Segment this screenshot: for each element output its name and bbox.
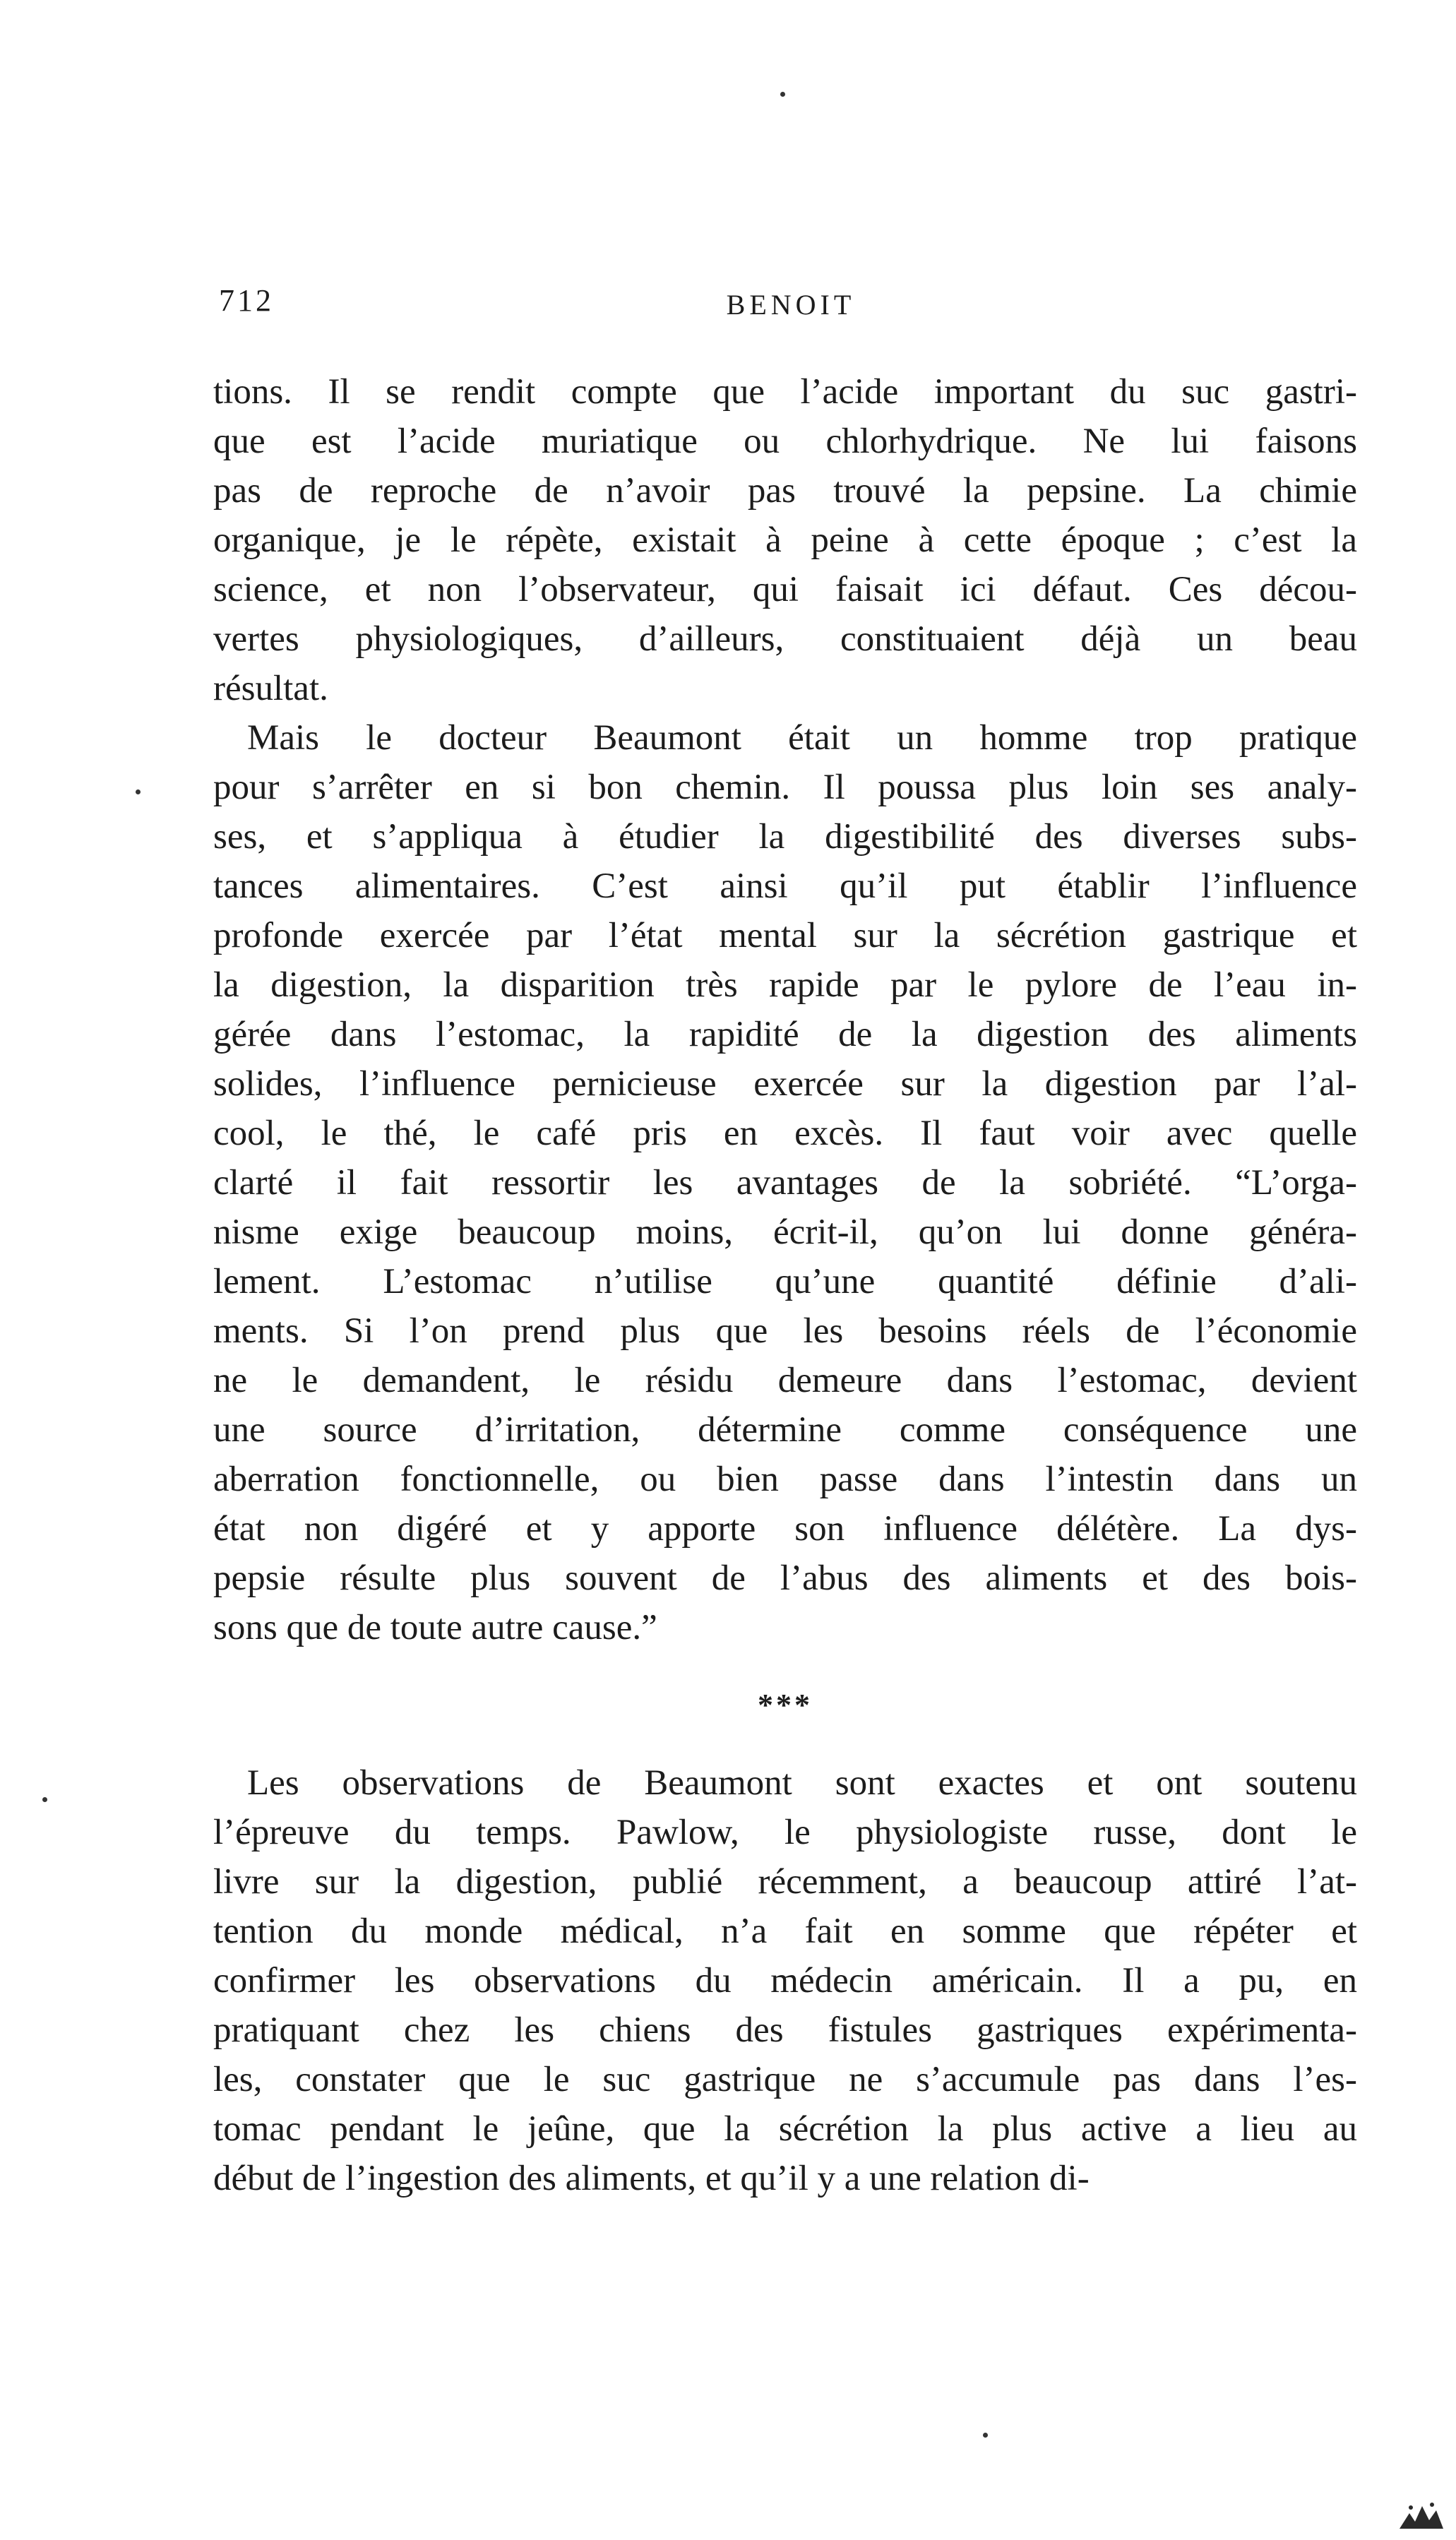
- section-separator: ***: [758, 1688, 813, 1722]
- text-line: une source d’irritation, détermine comme conséquence une: [213, 1410, 1357, 1450]
- text-line: science, et non l’observateur, qui faisait ici défaut. Ces décou-: [213, 570, 1357, 609]
- page-number: 712: [219, 283, 274, 318]
- text-line: vertes physiologiques, d’ailleurs, constituaient déjà un beau: [213, 619, 1357, 659]
- text-line: résultat.: [213, 669, 328, 708]
- text-section-before-separator: [213, 367, 1357, 1652]
- text-line: les, constater que le suc gastrique ne s’accumule pas dans l’es-: [213, 2060, 1357, 2099]
- text-line: confirmer les observations du médecin américain. Il a pu, en: [213, 1961, 1357, 2001]
- text-section-after-separator: [213, 1758, 1357, 2203]
- text-line: sons que de toute autre cause.”: [213, 1608, 657, 1647]
- scan-speck: [983, 2433, 988, 2438]
- text-line: gérée dans l’estomac, la rapidité de la digestion des aliments: [213, 1015, 1357, 1054]
- text-line: la digestion, la disparition très rapide par le pylore de l’eau in-: [213, 965, 1357, 1005]
- text-line: pas de reproche de n’avoir pas trouvé la pepsine. La chimie: [213, 471, 1357, 511]
- text-line: pour s’arrêter en si bon chemin. Il poussa plus loin ses analy-: [213, 768, 1357, 807]
- text-line: tions. Il se rendit compte que l’acide important du suc gastri-: [213, 372, 1357, 412]
- text-line: ses, et s’appliqua à étudier la digestibilité des diverses subs-: [213, 817, 1357, 857]
- text-line: cool, le thé, le café pris en excès. Il faut voir avec quelle: [213, 1114, 1357, 1153]
- text-line: ne le demandent, le résidu demeure dans l’estomac, devient: [213, 1361, 1357, 1400]
- text-line: nisme exige beaucoup moins, écrit-il, qu’on lui donne généra-: [213, 1212, 1357, 1252]
- text-line: livre sur la digestion, publié récemment, a beaucoup attiré l’at-: [213, 1862, 1357, 1902]
- scan-speck: [42, 1797, 47, 1802]
- paragraph: [213, 1758, 1357, 2203]
- page-header: [212, 282, 1370, 332]
- paragraph: [213, 367, 1357, 713]
- text-line: début de l’ingestion des aliments, et qu’il y a une relation di-: [213, 2159, 1090, 2198]
- text-line: état non digéré et y apporte son influence délétère. La dys-: [213, 1509, 1357, 1549]
- library-stamp-icon: [1397, 2500, 1446, 2532]
- scan-speck: [780, 92, 785, 97]
- text-line: solides, l’influence pernicieuse exercée sur la digestion par l’al-: [213, 1064, 1357, 1104]
- text-line: lement. L’estomac n’utilise qu’une quantité définie d’ali-: [213, 1262, 1357, 1301]
- paragraph: [213, 713, 1357, 1652]
- text-line: pepsie résulte plus souvent de l’abus des aliments et des bois-: [213, 1558, 1357, 1598]
- scan-speck: [136, 789, 141, 794]
- text-line: ments. Si l’on prend plus que les besoins réels de l’économie: [213, 1311, 1357, 1351]
- text-line: tention du monde médical, n’a fait en somme que répéter et: [213, 1912, 1357, 1951]
- text-line: tomac pendant le jeûne, que la sécrétion la plus active a lieu au: [213, 2109, 1357, 2149]
- text-line: profonde exercée par l’état mental sur la sécrétion gastrique et: [213, 916, 1357, 955]
- text-line: Mais le docteur Beaumont était un homme trop pratique: [247, 718, 1357, 758]
- text-line: pratiquant chez les chiens des fistules gastriques expérimenta-: [213, 2010, 1357, 2050]
- text-line: Les observations de Beaumont sont exactes et ont soutenu: [247, 1763, 1357, 1803]
- text-line: tances alimentaires. C’est ainsi qu’il put établir l’influence: [213, 866, 1357, 906]
- text-line: clarté il fait ressortir les avantages de la sobriété. “L’orga-: [213, 1163, 1357, 1203]
- text-line: organique, je le répète, existait à peine à cette époque ; c’est la: [213, 520, 1357, 560]
- text-line: l’épreuve du temps. Pawlow, le physiologiste russe, dont le: [213, 1813, 1357, 1852]
- text-line: aberration fonctionnelle, ou bien passe dans l’intestin dans un: [213, 1460, 1357, 1499]
- text-line: que est l’acide muriatique ou chlorhydrique. Ne lui faisons: [213, 422, 1357, 461]
- body-text: [213, 367, 1357, 2203]
- running-head: BENOIT: [726, 289, 856, 321]
